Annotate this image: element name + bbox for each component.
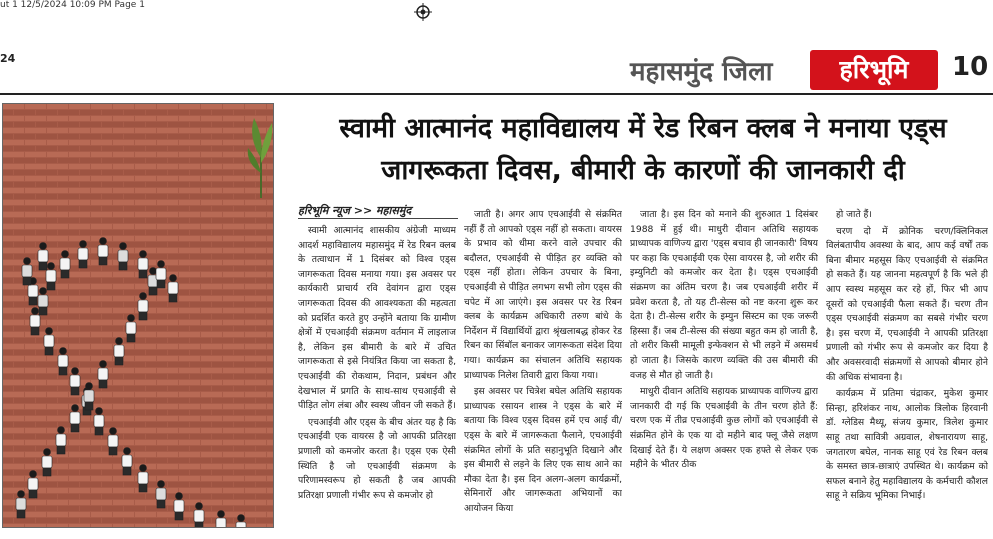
column-1-paragraph-2: एचआईवी और एड्स के बीच अंतर यह है कि एचआईवी एक वायरस है जो आपकी प्रतिरक्षा प्रणाली को कमजोर करता है। एड्स एक ऐसी स्थिति है जो एचआईवी संक्रमण के परिणामस्वरूप हो सकती है जब आपकी प्रतिरक्षा प्रणाली गंभीर रूप से कमजोर हो [298, 416, 456, 501]
student-figure [156, 261, 166, 289]
student-figure [30, 308, 40, 336]
district-name: महासमुंद जिला [630, 57, 773, 87]
student-figure [126, 315, 136, 343]
student-figure [194, 503, 204, 529]
student-figure [38, 243, 48, 271]
article-column-4 [826, 208, 988, 528]
article-column-3 [630, 208, 818, 528]
student-figure [138, 251, 148, 279]
student-figure [84, 383, 94, 411]
column-4-paragraph-1: हो जाते हैं। [836, 209, 872, 220]
left-page-number: 24 [0, 52, 16, 65]
article-column-1 [298, 224, 456, 528]
student-figure [138, 465, 148, 493]
article-column-2 [464, 208, 622, 528]
student-figure [58, 348, 68, 376]
article-byline: हरिभूमि न्यूज >> महासमुंद [298, 204, 412, 217]
article-headline: स्वामी आत्मानंद महाविद्यालय में रेड रिबन क्लब ने मनाया एड्स जागरूकता दिवस, बीमारी के कारणों की जानकारी दी [339, 113, 947, 186]
column-3-paragraph-1: जाता है। इस दिन को मनाने की शुरुआत 1 दिसंबर 1988 में हुई थी। माधुरी दीवान अतिथि सहायक प्राध्यापक वाणिज्य द्वारा 'एड्स बचाव ही जानकारी' विषय पर कहा कि एचआईवी एक ऐसा वायरस है, जो शरीर की इम्युनिटी को कमजोर कर देता है। एड्स एचआईवी संक्रमण का अंतिम चरण है। जब एचआईवी शरीर में प्रवेश करता है, तो यह टी-सेल्स को नष्ट करना शुरू कर देता है। टी-सेल्स शरीर के इम्युन सिस्टम का एक जरूरी हिस्सा हैं। जब टी-सेल्स की संख्या बहुत कम हो जाती है, तो शरीर किसी मामूली इन्फेक्शन से भी लड़ने में असमर्थ हो जाता है। जिसके कारण व्यक्ति की उस बीमारी की वजह से मौत हो जाती है। [630, 209, 818, 381]
brand-logo: हरिभूमि [810, 50, 938, 90]
students-red-ribbon-image [3, 104, 274, 528]
student-figure [38, 288, 48, 316]
student-figure [44, 328, 54, 356]
student-figure [78, 241, 88, 269]
student-figure [70, 368, 80, 396]
student-figure [122, 448, 132, 476]
registration-mark-icon [414, 3, 432, 21]
student-figure [28, 471, 38, 499]
student-figure [46, 263, 56, 291]
student-figure [108, 428, 118, 456]
student-figure [174, 493, 184, 521]
column-1-paragraph-1: स्वामी आत्मानंद शासकीय अंग्रेजी माध्यम आदर्श महाविद्यालय महासमुंद में रेड रिबन क्लब के तत्वाधान में 1 दिसंबर को विश्व एड्स जागरूकता दिवस मनाया गया। इस अवसर पर कार्यकारी प्राचार्य रवि देवांगन द्वारा एड्स जागरूकता दिवस की आवश्यकता की महत्वता को प्रदर्शित करते हुए उन्होंने बताया कि ग्रामीण क्षेत्रों में एचआईवी संक्रमण वर्तमान में लाइलाज है, लेकिन इस बीमारी के बारे में उचित जागरूकता से इसे नियंत्रित किया जा सकता है, एचआईवी की रोकथाम, निदान, प्रबंधन और देखभाल में प्रगति के साथ-साथ एचआईवी से पीड़ित लोग लंबा और स्वस्थ जीवन जी सकते हैं। [298, 225, 456, 412]
column-2-paragraph-1: जाती है। अगर आप एचआईवी से संक्रमित नहीं हैं तो आपको एड्स नहीं हो सकता। वायरस के प्रभाव को धीमा करने वाले उपचार की बदौलत, एचआईवी से पीड़ित हर व्यक्ति को एड्स नहीं होता। लेकिन उपचार के बिना, एचआईवी से पीड़ित लगभग सभी लोग एड्स की चपेट में आ जाएंगे। इस अवसर पर रेड रिबन क्लब के कार्यक्रम अधिकारी तरुण बांधे के निर्देशन में विद्यार्थियों द्वारा श्रृंखलाबद्ध होकर रेड रिबन का सिंबॉल बनाकर जागरूकता संदेश दिया गया। कार्यक्रम का संचालन अतिथि सहायक प्राध्यापक निलेश तिवारी द्वारा किया गया। [464, 209, 622, 381]
student-figure [156, 481, 166, 509]
column-3-paragraph-2: माधुरी दीवान अतिथि सहायक प्राध्यापक वाणिज्य द्वारा जानकारी दी गई कि एचआईवी के तीन चरण होते हैं: चरण एक में तीव्र एचआईवी कुछ लोगों को एचआईवी से संक्रमित होने के एक या दो महीने बाद फ्लू जैसे लक्षण दिखाई देते हैं। ये लक्षण अक्सर एक हफ्ते से लेकर एक महीने के भीतर ठीक [630, 386, 818, 471]
column-2-paragraph-2: इस अवसर पर चित्रेश बघेल अतिथि सहायक प्राध्यापक रसायन शास्त्र ने एड्स के बारे में बताया कि विश्व एड्स दिवस हमें एच आई वी/एड्स के बारे में जागरूकता फैलाने, एचआईवी संक्रमित लोगों के प्रति सहानुभूति दिखाने और इस बीमारी से लड़ने के लिए एक साथ आने का मौका देता है। इस दिन अलग-अलग कार्यक्रमों, सेमिनारों और जागरूकता अभियानों का आयोजन किया [464, 386, 622, 514]
student-figure [42, 449, 52, 477]
student-figure [118, 243, 128, 271]
column-4-paragraph-3: कार्यक्रम में प्रतिमा चंद्राकर, मुकेश कुमार सिन्हा, हरिशंकर नाथ, आलोक त्रिलोक हिरवानी डॉ. ग्लेडिस मैथ्यू, संजय कुमार, त्रिलेश कुमार साहू तथा सावित्री अग्रवाल, शेषनारायण साहू, जगतारण बघेल, नानक साहू एवं रेड रिबन क्लब के समस्त छात्र-छात्राएं उपस्थित थे। कार्यक्रम को सफल बनाने हेतु महाविद्यालय के कर्मचारी कौशल साहू ने सक्रिय भूमिका निभाई। [826, 388, 988, 502]
page-number: 10 [952, 52, 989, 82]
student-figure [138, 293, 148, 321]
student-figure [168, 275, 178, 303]
student-figure [22, 258, 32, 286]
student-figure [94, 408, 104, 436]
byline-underline [298, 218, 458, 219]
student-figure [70, 405, 80, 433]
column-4-paragraph-2: चरण दो में क्रोनिक चरण/क्लिनिकल विलंबतापीय अवस्था के बाद, आप कई वर्षों तक बिना बीमार महसूस किए एचआईवी से संक्रमित हो सकते हैं। यह जानना महत्वपूर्ण है कि भले ही आप स्वस्थ महसूस कर रहे हों, फिर भी आप दूसरों को एचआईवी फैला सकते हैं। चरण तीन एड्स एचआईवी संक्रमण का सबसे गंभीर चरण है। इस चरण में, एचआईवी ने आपकी प्रतिरक्षा प्रणाली को गंभीर रूप से कमजोर कर दिया है और अवसरवादी संक्रमणों से आपको बीमार होने की अधिक संभावना है। [826, 225, 988, 383]
header-rule [0, 93, 993, 95]
print-info: ut 1 12/5/2024 10:09 PM Page 1 [0, 0, 145, 10]
student-figure [98, 238, 108, 266]
student-figure [56, 427, 66, 455]
student-figure [60, 251, 70, 279]
plant-image [246, 108, 276, 198]
article-photo [2, 103, 274, 528]
student-figure [216, 511, 226, 529]
student-figure [114, 338, 124, 366]
student-figure [98, 361, 108, 389]
student-figure [16, 491, 26, 519]
